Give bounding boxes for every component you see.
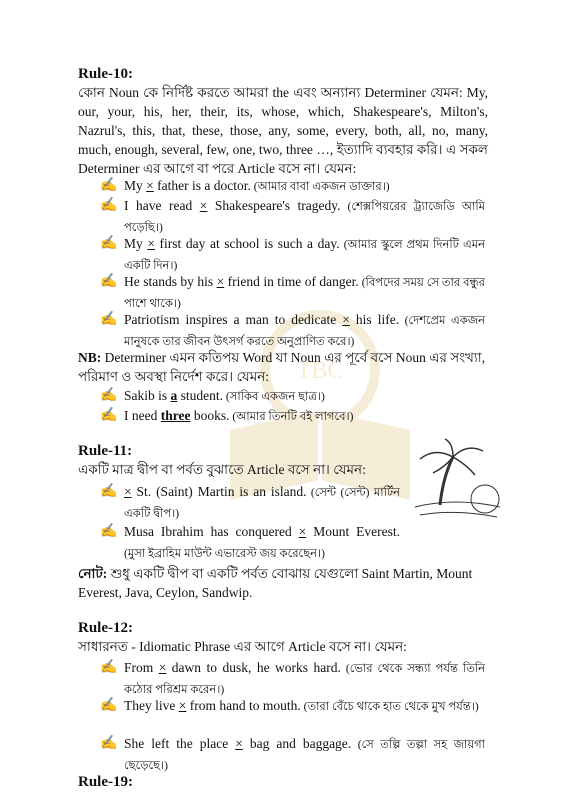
rule-10-example-4: ✍ He stands by his × friend in time of danger. (বিপদের সময় সে তার বন্ধুর পাশে থাকে।)	[100, 274, 485, 310]
rule-11-intro: একটি মাত্র দ্বীপ বা পর্বত বুঝাতে Article বসে না। যেমন:	[78, 462, 366, 477]
rule-11-example-1: ✍ × St. (Saint) Martin is an island. (সেন্ট (সেন্ট) মার্টিন একটি দ্বীপ।)	[100, 484, 400, 520]
pen-icon: ✍	[100, 408, 118, 423]
pen-icon: ✍	[100, 698, 118, 713]
rule-12-example-3: ✍ She left the place × bag and baggage. (সে তল্পি তল্পা সহ জায়গা ছেড়েছে।)	[100, 736, 485, 772]
pen-icon: ✍	[100, 178, 118, 193]
nb-example-1: ✍ Sakib is a student. (সাকিব একজন ছাত্র।)	[100, 388, 325, 403]
pen-icon: ✍	[100, 198, 118, 213]
rule-12-example-1: ✍ From × dawn to dusk, he works hard. (ভোর থেকে সন্ধ্যা পর্যন্ত তিনি কঠোর পরিশ্রম করেন।)	[100, 660, 485, 696]
pen-icon: ✍	[100, 736, 118, 751]
rule-10-intro: কোন Noun কে নির্দিষ্ট করতে আমরা the এবং অন্যান্য Determiner যেমন: My, our, your, his, her, their, its, whose, which, Shakespeare's, Milton's, Nazrul's, this, that, these, those, any, some, every, both, all, no, many, much, enough, several, few, one, two, three …, ইত্যাদি ব্যবহার করি। এ সকল Determiner এর আগে বা পরে Article বসে না। যেমন:	[78, 85, 488, 176]
rule-12-example-2: ✍ They live × from hand to mouth. (তারা বেঁচে থাকে হাত থেকে মুখ পর্যন্ত।)	[100, 698, 479, 713]
rule-11-example-2: ✍ Musa Ibrahim has conquered × Mount Everest. (মুসা ইব্রাহিম মাউন্ট এভারেস্ট জয় করেছেন।)	[100, 524, 400, 560]
rule-12-heading: Rule-12:	[78, 620, 133, 636]
nb-note: NB: Determiner এমন কতিপয় Word যা Noun এর পূর্বে বসে Noun এর সংখ্যা, পরিমাণ ও অবস্থা নির্দেশ করে। যেমন:	[78, 350, 486, 384]
pen-icon: ✍	[100, 236, 118, 251]
pen-icon: ✍	[100, 524, 118, 539]
pen-icon: ✍	[100, 388, 118, 403]
rule-10-example-3: ✍ My × first day at school is such a day. (আমার স্কুলে প্রথম দিনটি এমন একটি দিন।)	[100, 236, 485, 272]
rule-10-heading: Rule-10:	[78, 66, 133, 82]
rule-10-example-1: ✍ My × father is a doctor. (আমার বাবা একজন ডাক্তার।)	[100, 178, 390, 193]
watermark-text: TBC	[296, 358, 344, 384]
pen-icon: ✍	[100, 660, 118, 675]
pen-icon: ✍	[100, 312, 118, 327]
rule-11-note: নোট: শুধু একটি দ্বীপ বা একটি পর্বত বোঝায় যেগুলো Saint Martin, Mount Everest, Java, Ceylon, Sandwip.	[78, 566, 473, 600]
palm-island-illustration	[405, 437, 505, 527]
rule-12-intro: সাধারনত - Idiomatic Phrase এর আগে Article বসে না। যেমন:	[78, 639, 407, 654]
pen-icon: ✍	[100, 484, 118, 499]
rule-10-example-2: ✍ I have read × Shakespeare's tragedy. (শেক্সপিয়রের ট্র্যাজেডি আমি পড়েছি।)	[100, 198, 485, 234]
pen-icon: ✍	[100, 274, 118, 289]
rule-10-example-5: ✍ Patriotism inspires a man to dedicate × his life. (দেশপ্রেম একজন মানুষকে তার জীবন উৎসর্গ করতে অনুপ্রাণিত করে।)	[100, 312, 485, 348]
rule-19-heading: Rule-19:	[78, 774, 133, 790]
rule-11-heading: Rule-11:	[78, 443, 133, 459]
nb-example-2: ✍ I need three books. (আমার তিনটি বই লাগবে।)	[100, 408, 354, 423]
